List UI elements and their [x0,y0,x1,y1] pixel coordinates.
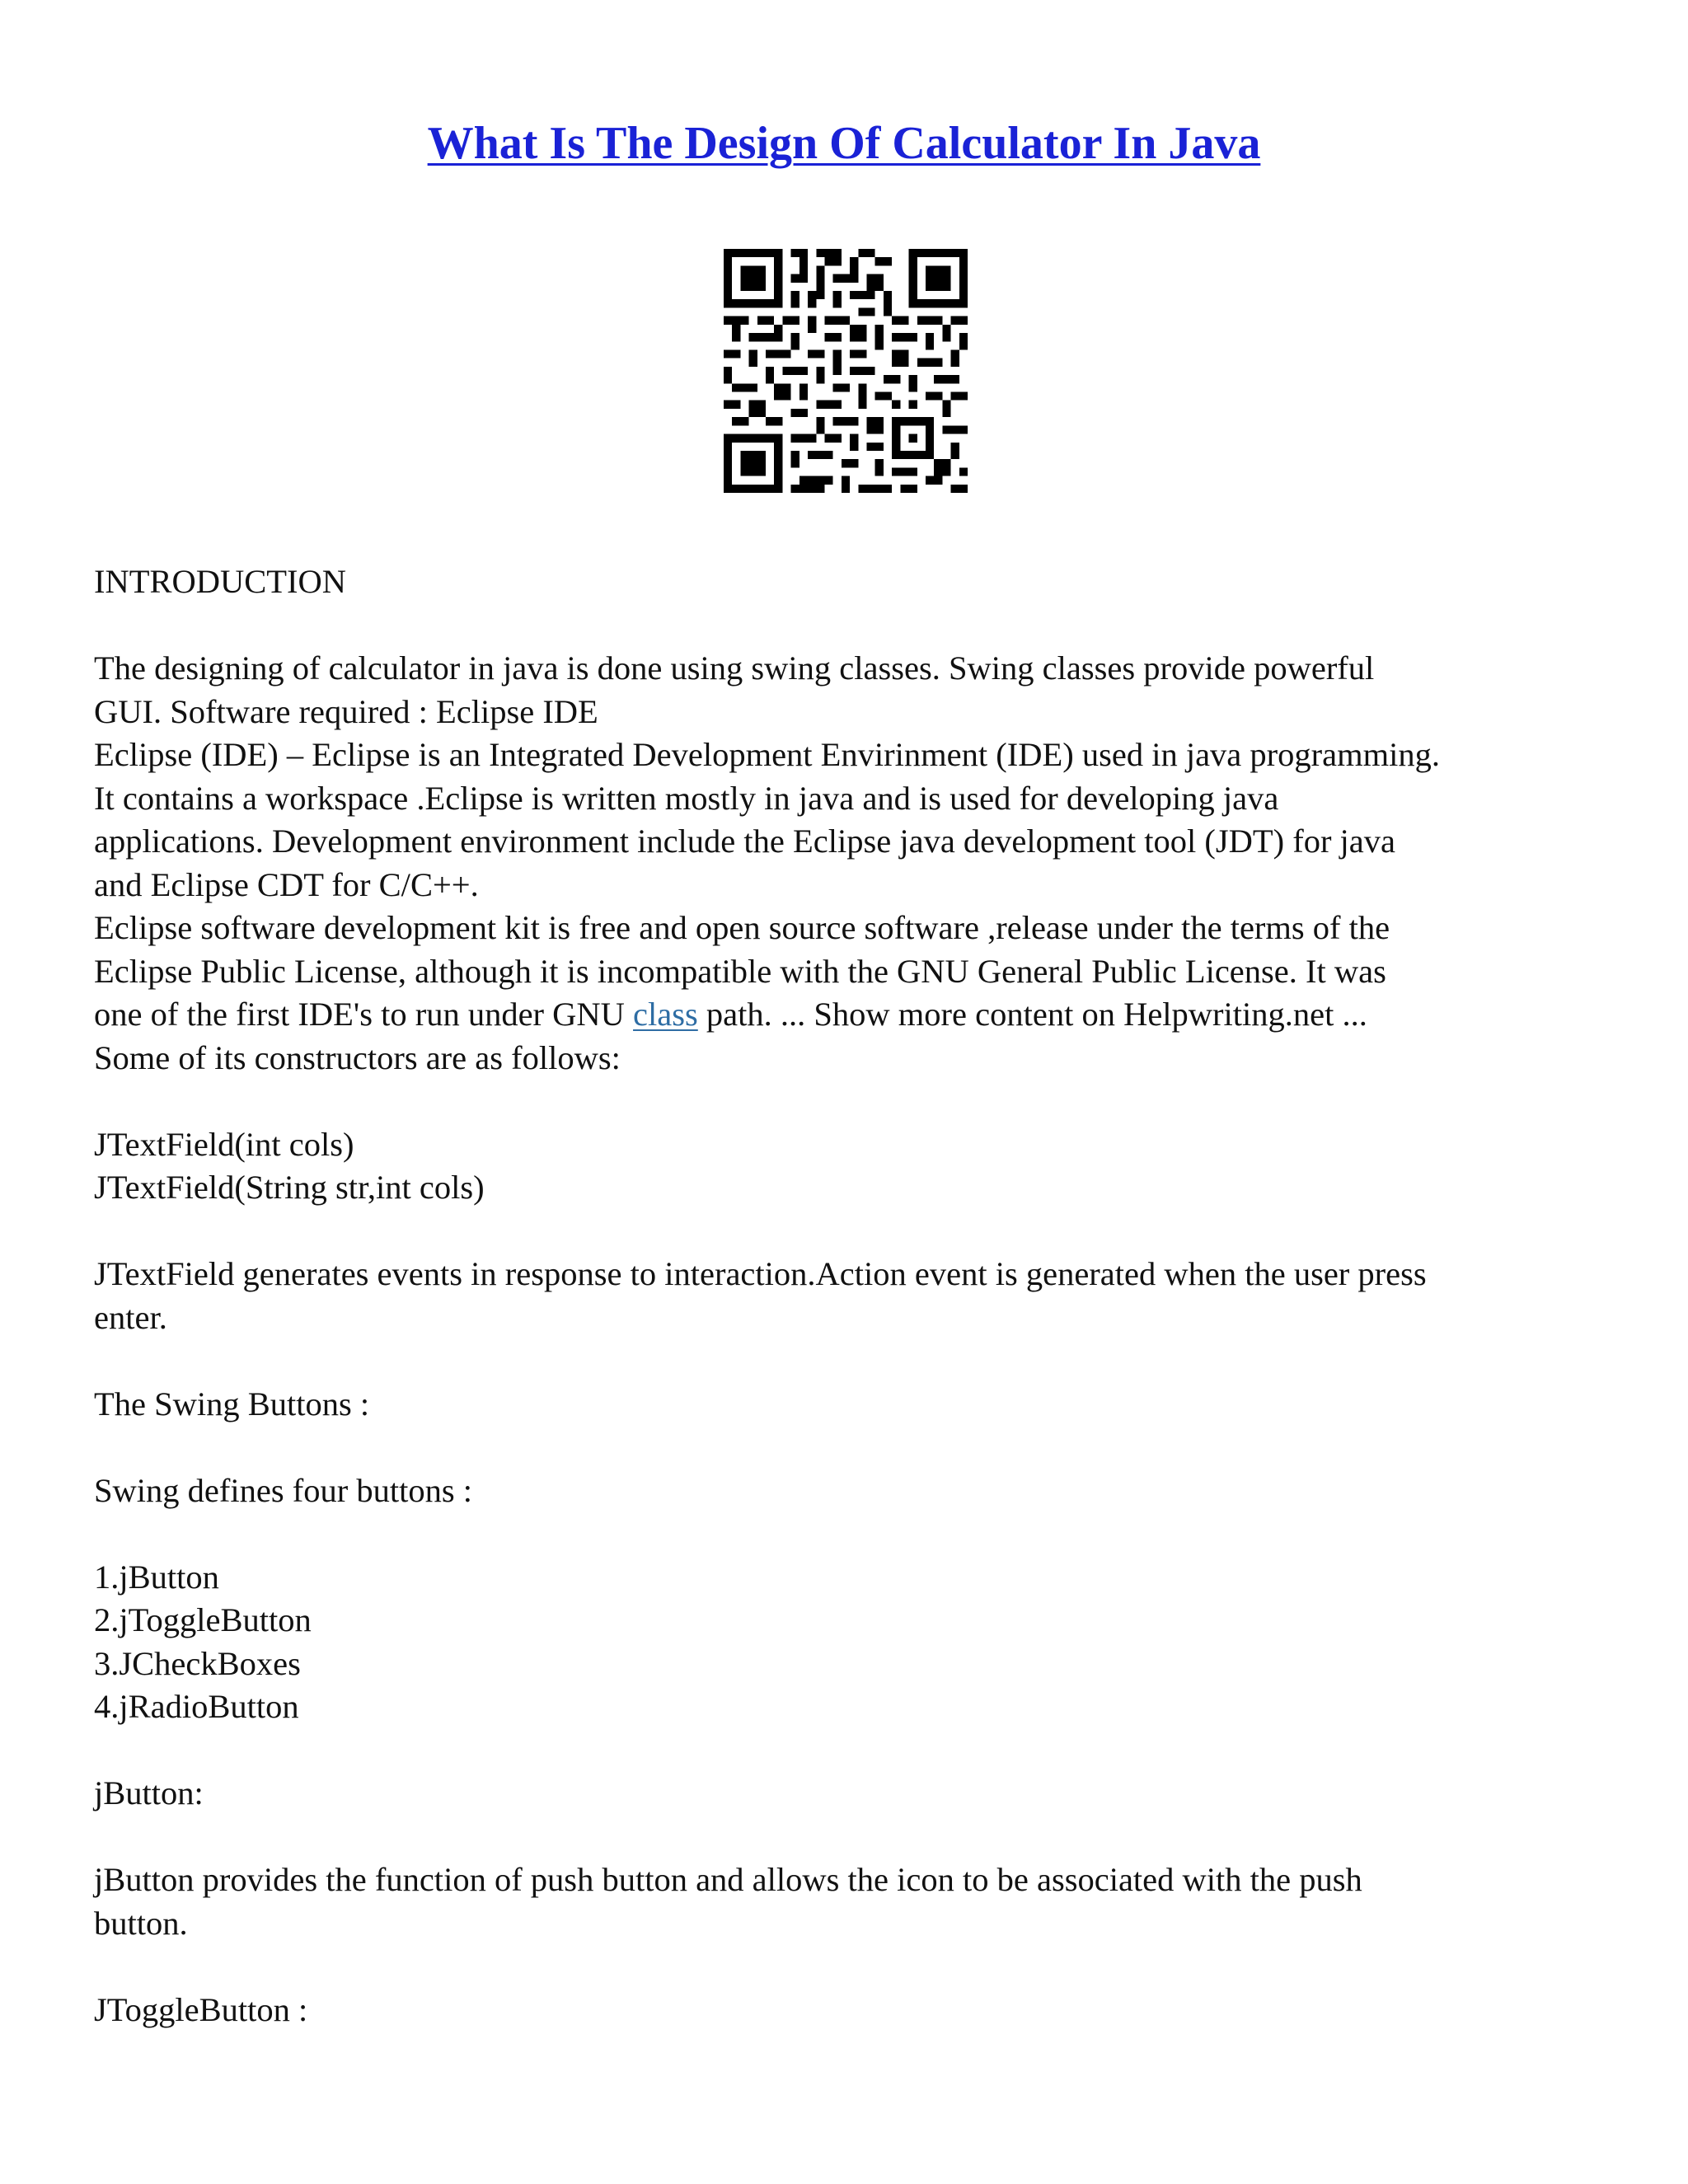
qr-code-icon [724,249,968,493]
button-list [94,1556,1602,1729]
list-item: 3.JCheckBoxes [94,1644,301,1682]
gnu-line-before: one of the first IDE's to run under GNU [94,996,634,1033]
intro-line: applications. Development environment include the Eclipse java development tool (JDT) for java [94,823,1396,860]
intro-line: Eclipse software development kit is free and open source software ,release under the terms of the [94,909,1390,946]
intro-line: Eclipse (IDE) – Eclipse is an Integrated Development Envirinment (IDE) used in java programming. [94,736,1440,773]
events-paragraph [94,1253,1602,1339]
events-line: enter. [94,1298,167,1336]
page-title [0,115,1688,171]
gnu-line-after: path. ... Show more content on Helpwriting.net ... [697,996,1367,1033]
constructors-intro: Some of its constructors are as follows: [94,1038,621,1076]
intro-line: and Eclipse CDT for C/C++. [94,865,479,903]
intro-line: GUI. Software required : Eclipse IDE [94,692,598,730]
constructors-list [94,1123,1602,1210]
intro-line: It contains a workspace .Eclipse is written mostly in java and is used for developing java [94,779,1279,817]
jbutton-description [94,1858,1602,1945]
intro-line: Eclipse Public License, although it is incompatible with the GNU General Public License. It was [94,952,1386,990]
document-body [94,560,1602,2075]
jbutton-desc-line: jButton provides the function of push button and allows the icon to be associated with the push [94,1861,1362,1898]
list-item: 2.jToggleButton [94,1601,312,1638]
gnu-line [94,993,1602,1037]
swing-buttons-heading: The Swing Buttons : [94,1385,370,1422]
swing-defines-text: Swing defines four buttons : [94,1471,472,1509]
intro-heading: INTRODUCTION [94,563,346,600]
intro-line: The designing of calculator in java is done using swing classes. Swing classes provide powerful [94,649,1375,687]
title-link[interactable]: What Is The Design Of Calculator In Java [427,118,1261,169]
intro-paragraph [94,647,1602,1080]
jbutton-heading: jButton: [94,1774,204,1811]
list-item: 4.jRadioButton [94,1688,299,1725]
events-line: JTextField generates events in response to interaction.Action event is generated when the user press [94,1255,1427,1292]
constructor-item: JTextField(int cols) [94,1125,354,1163]
class-link[interactable]: class [633,996,698,1033]
jtogglebutton-heading: JToggleButton : [94,1990,308,2028]
constructor-item: JTextField(String str,int cols) [94,1169,485,1206]
jbutton-desc-line: button. [94,1904,188,1942]
list-item: 1.jButton [94,1558,219,1596]
